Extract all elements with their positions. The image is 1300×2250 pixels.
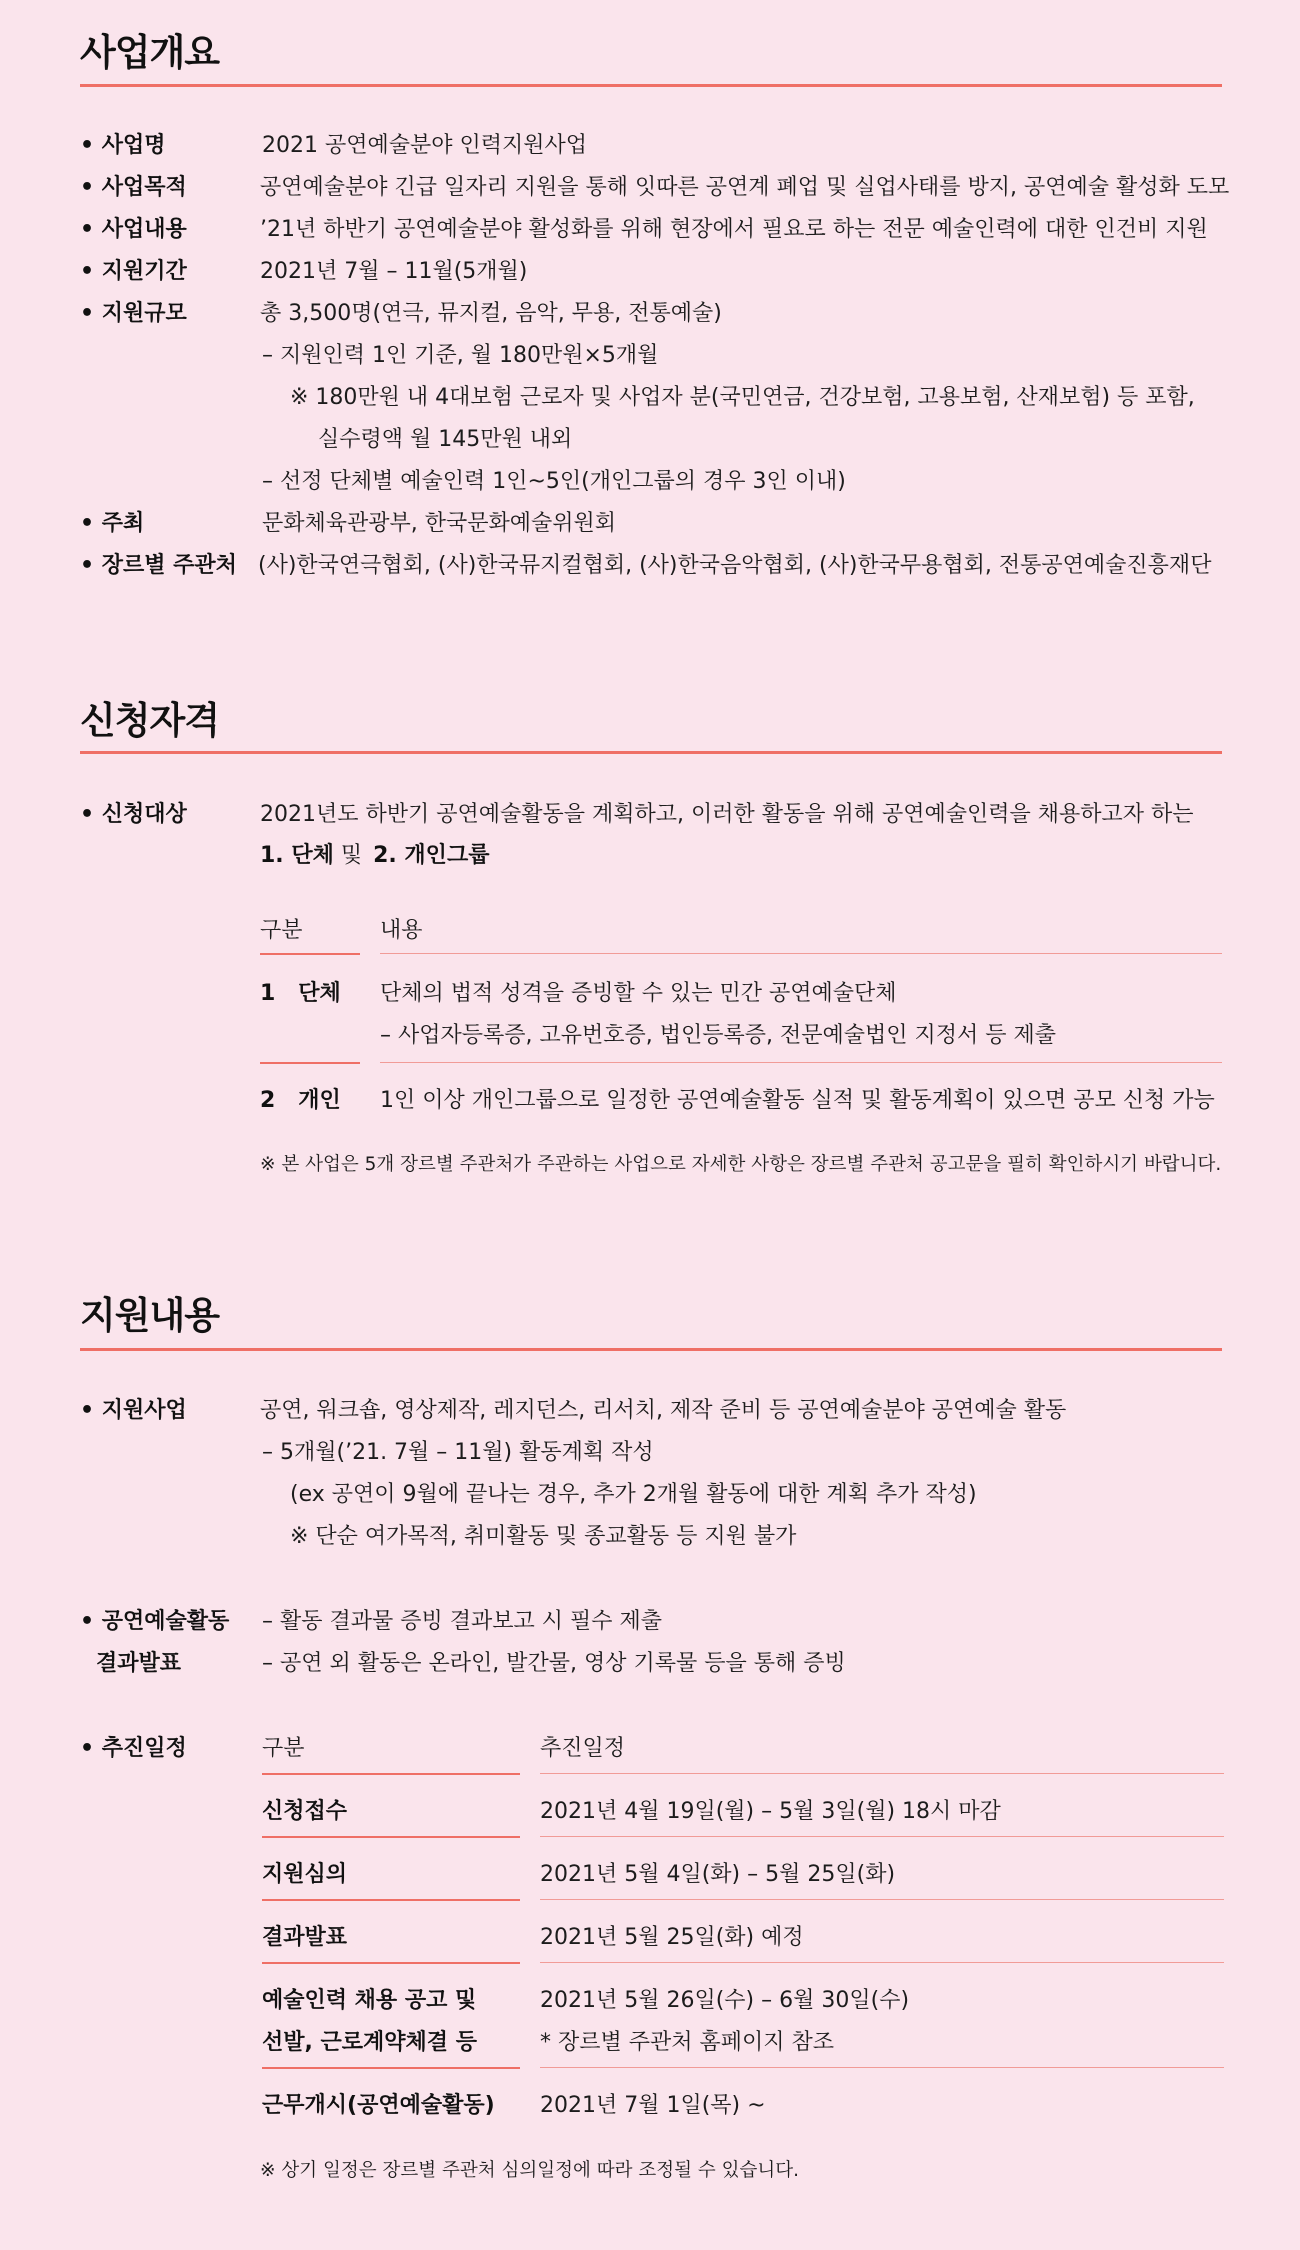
schedule-divider <box>540 1962 1224 1963</box>
target-type-group: 1. 단체 <box>260 843 334 868</box>
table-header-category: 구분 <box>260 918 303 943</box>
schedule-row-label: 결과발표 <box>262 1925 348 1950</box>
schedule-row-label: 근무개시(공연예술활동) <box>262 2093 495 2118</box>
schedule-row-value: 2021년 5월 25일(화) 예정 <box>540 1925 804 1950</box>
schedule-row-label-line2: 선발, 근로계약체결 등 <box>262 2030 477 2055</box>
schedule-divider <box>540 1773 1224 1774</box>
table-row-individual-line1: 1인 이상 개인그룹으로 일정한 공연예술활동 실적 및 활동계획이 있으면 공모 신청 가능 <box>380 1088 1215 1113</box>
support-project-line4: ※ 단순 여가목적, 취미활동 및 종교활동 등 지원 불가 <box>290 1524 797 1549</box>
value-host: 문화체육관광부, 한국문화예술위원회 <box>262 511 617 536</box>
section-title-eligibility: 신청자격 <box>80 699 219 742</box>
table-row-label-group: 1 단체 <box>260 981 341 1006</box>
section-divider <box>80 84 1222 87</box>
schedule-divider <box>540 1836 1224 1837</box>
value-project-content: ’21년 하반기 공연예술분야 활성화를 위해 현장에서 필요로 하는 전문 예술인력에 대한 인건비 지원 <box>260 217 1208 242</box>
label-support-project: • 지원사업 <box>80 1398 187 1423</box>
table-row-label-individual: 2 개인 <box>260 1088 341 1113</box>
schedule-header-category: 구분 <box>262 1736 305 1761</box>
value-target: 2021년도 하반기 공연예술활동을 계획하고, 이러한 활동을 위해 공연예술인력을 채용하고자 하는 <box>260 802 1194 827</box>
schedule-divider <box>540 2067 1224 2068</box>
schedule-row-label: 예술인력 채용 공고 및 <box>262 1988 477 2013</box>
schedule-divider <box>262 1773 520 1775</box>
schedule-note: ※ 상기 일정은 장르별 주관처 심의일정에 따라 조정될 수 있습니다. <box>260 2160 799 2181</box>
schedule-row-value: 2021년 5월 4일(화) – 5월 25일(화) <box>540 1862 896 1887</box>
label-host: • 주최 <box>80 511 145 536</box>
table-row-group-line1: 단체의 법적 성격을 증빙할 수 있는 민간 공연예술단체 <box>380 981 897 1006</box>
value-organizers: (사)한국연극협회, (사)한국뮤지컬협회, (사)한국음악협회, (사)한국무용협회, 전통공연예술진흥재단 <box>258 553 1212 578</box>
label-support-scale: • 지원규모 <box>80 301 187 326</box>
label-result-2: 결과발표 <box>96 1651 182 1676</box>
schedule-row-value: 2021년 5월 26일(수) – 6월 30일(수) <box>540 1988 910 2013</box>
schedule-row-value: 2021년 7월 1일(목) ~ <box>540 2093 766 2118</box>
label-project-purpose: • 사업목적 <box>80 175 187 200</box>
result-line1: – 활동 결과물 증빙 결과보고 시 필수 제출 <box>262 1609 662 1634</box>
target-type-and: 및 <box>340 843 363 868</box>
schedule-row-label: 신청접수 <box>262 1799 348 1824</box>
schedule-row-label: 지원심의 <box>262 1862 348 1887</box>
schedule-divider <box>540 1899 1224 1900</box>
target-type-individual: 2. 개인그룹 <box>373 843 490 868</box>
scale-note-1: ※ 180만원 내 4대보험 근로자 및 사업자 분(국민연금, 건강보험, 고용보험, 산재보험) 등 포함, <box>290 385 1195 410</box>
table-header-content: 내용 <box>380 918 423 943</box>
table-divider <box>380 1062 1222 1063</box>
support-project-line1: 공연, 워크숍, 영상제작, 레지던스, 리서치, 제작 준비 등 공연예술분야 공연예술 활동 <box>260 1398 1067 1423</box>
section-title-support: 지원내용 <box>80 1294 219 1337</box>
value-support-period: 2021년 7월 – 11월(5개월) <box>260 259 528 284</box>
support-project-line2: – 5개월(’21. 7월 – 11월) 활동계획 작성 <box>262 1440 654 1465</box>
schedule-divider <box>262 1962 520 1964</box>
section-divider <box>80 751 1222 754</box>
section-divider <box>80 1348 1222 1351</box>
scale-sub-2: – 선정 단체별 예술인력 1인~5인(개인그룹의 경우 3인 이내) <box>262 469 846 494</box>
schedule-divider <box>262 1836 520 1838</box>
eligibility-note: ※ 본 사업은 5개 장르별 주관처가 주관하는 사업으로 자세한 사항은 장르별 주관처 공고문을 필히 확인하시기 바랍니다. <box>260 1154 1222 1175</box>
label-organizers: • 장르별 주관처 <box>80 553 237 578</box>
value-project-purpose: 공연예술분야 긴급 일자리 지원을 통해 잇따른 공연계 폐업 및 실업사태를 방지, 공연예술 활성화 도모 <box>260 175 1230 200</box>
label-support-period: • 지원기간 <box>80 259 187 284</box>
schedule-row-value: 2021년 4월 19일(월) – 5월 3일(월) 18시 마감 <box>540 1799 1001 1824</box>
scale-sub-1: – 지원인력 1인 기준, 월 180만원×5개월 <box>262 343 659 368</box>
label-target: • 신청대상 <box>80 802 187 827</box>
label-project-name: • 사업명 <box>80 133 166 158</box>
table-divider <box>380 953 1222 954</box>
value-project-name: 2021 공연예술분야 인력지원사업 <box>262 133 587 158</box>
schedule-divider <box>262 2067 520 2069</box>
label-schedule: • 추진일정 <box>80 1736 187 1761</box>
schedule-header-date: 추진일정 <box>540 1736 626 1761</box>
table-divider <box>260 953 360 955</box>
schedule-divider <box>262 1899 520 1901</box>
section-title-overview: 사업개요 <box>80 31 219 74</box>
table-row-group-line2: – 사업자등록증, 고유번호증, 법인등록증, 전문예술법인 지정서 등 제출 <box>380 1023 1056 1048</box>
support-project-line3: (ex 공연이 9월에 끝나는 경우, 추가 2개월 활동에 대한 계획 추가 작성) <box>290 1482 977 1507</box>
scale-note-2: 실수령액 월 145만원 내외 <box>318 427 573 452</box>
table-divider <box>260 1062 360 1064</box>
value-support-scale: 총 3,500명(연극, 뮤지컬, 음악, 무용, 전통예술) <box>260 301 722 326</box>
schedule-row-value-line2: * 장르별 주관처 홈페이지 참조 <box>540 2030 834 2055</box>
label-project-content: • 사업내용 <box>80 217 187 242</box>
result-line2: – 공연 외 활동은 온라인, 발간물, 영상 기록물 등을 통해 증빙 <box>262 1651 846 1676</box>
label-result-1: • 공연예술활동 <box>80 1609 230 1634</box>
target-types <box>260 838 489 869</box>
